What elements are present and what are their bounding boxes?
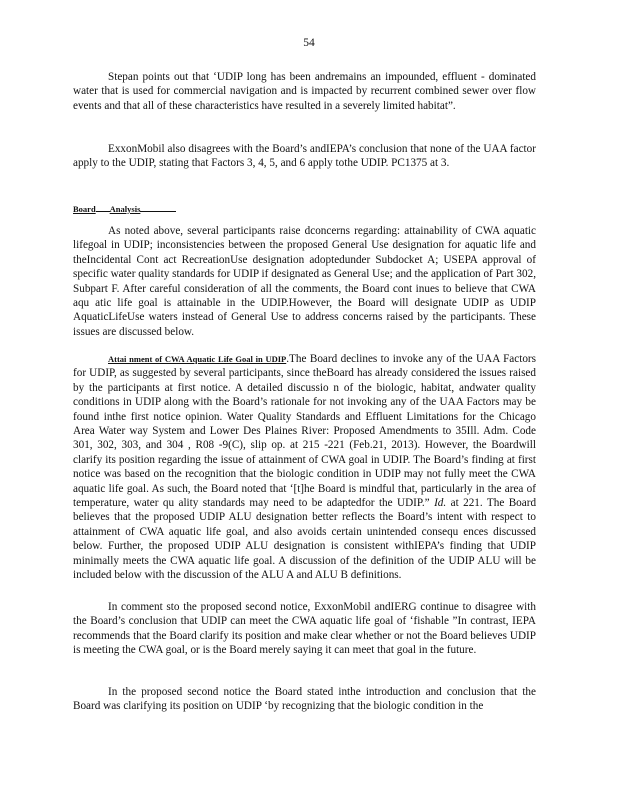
citation-id: Id.: [434, 497, 447, 510]
heading-word-analysis: Analysis: [109, 204, 141, 214]
paragraph-board-analysis-text: As noted above, several participants raise dconcerns regarding: attainability of CWA aquatic lifegoal in UDIP; inconsistencies between the proposed General Use designation for aquatic life and theIncidental Cont act RecreationUse designation adoptedunder Subdocket A; USEPA approval of specific water quality standards for UDIP if designated as General Use; and the application of Part 302, Subpart F. After careful consideration of all the comments, the Board cont inues to believe that CWA aqu atic life goal is attainable in the UDIP.However, the Board will designate UDIP as UDIP AquaticLifeUse waters instead of General Use to address concerns raised by the participants. These issues are discussed below.: [73, 225, 536, 338]
paragraph-attainment-text-a: .The Board declines to invoke any of the UAA Factors for UDIP, as suggested by several participants, since theBoard has already considered the issues raised by the participants at first notice. A detailed discussio n of the biologic, habitat, andwater quality conditions in UDIP along with the Board’s rationale for not invoking any of the UAA Factors may be found inthe first notice opinion. Water Quality Standards and Effluent Limitations for the Chicago Area Water way System and Lower Des Plaines River: Proposed Amendments to 35Ill. Adm. Code 301, 302, 303, and 304 , R08 -9(C), slip op. at 215 -221 (Feb.21, 2013). However, the Boardwill clarify its position regarding the issue of attainment of CWA goal in UDIP. The Board’s finding at first notice was based on the recognition that the biologic condition in UDIP may not fully meet the CWA aquatic life goal. As such, the Board noted that ‘[t]he Board is mindful that, particularly in the area of temperature, water qu ality standards may need to be adaptedfor the UDIP.”: [73, 353, 537, 510]
paragraph-board-analysis: [73, 224, 536, 339]
paragraph-comments-text: In comment sto the proposed second notice, ExxonMobil andIERG continue to disagree with the Board’s conclusion that UDIP can meet the CWA aquatic life goal of ‘fishable ”In contrast, IEPA recommends that the Board clarify its position and make clear whether or not the Board believes UDIP is meeting the CWA goal, or is the Board merely saying it can meet that goal in the future.: [73, 601, 536, 657]
paragraph-exxonmobil: [73, 142, 536, 171]
paragraph-exxonmobil-text: ExxonMobil also disagrees with the Board’s andIEPA’s conclusion that none of the UAA factor apply to the UDIP, stating that Factors 3, 4, 5, and 6 apply tothe UDIP. PC1375 at 3.: [73, 143, 536, 170]
paragraph-stepan: [73, 70, 536, 113]
section-heading-board-analysis: [73, 202, 176, 216]
runin-heading-attainment: Attai nment of CWA Aquatic Life Goal in UDIP: [108, 354, 287, 364]
paragraph-second-notice: [73, 685, 536, 714]
page-number: 54: [303, 37, 315, 49]
paragraph-attainment: [73, 352, 536, 583]
paragraph-second-notice-text: In the proposed second notice the Board stated inthe introduction and conclusion that the Board was clarifying its position on UDIP ‘by recognizing that the biologic condition in the: [73, 686, 536, 713]
paragraph-comments: [73, 600, 536, 658]
paragraph-stepan-text: Stepan points out that ‘UDIP long has been andremains an impounded, effluent - dominated water that is used for commercial navigation and is impacted by recurrent combined sewer over flow events and that all of these characteristics have resulted in a severely limited habitat”.: [73, 71, 536, 112]
paragraph-attainment-text-b: at 221. The Board believes that the proposed UDIP ALU designation better reflects the Board’s intent with respect to attainment of CWA aquatic life goal, and also avoids certain unintended consequ ences discussed below. Further, the proposed UDIP ALU designation is consistent withIEPA’s finding that UDIP minimally meets the CWA aquatic life goal. A discussion of the definition of the UDIP ALU will be included below with the discussion of the ALU A and ALU B definitions.: [73, 497, 537, 582]
heading-word-board: Board: [73, 204, 96, 214]
